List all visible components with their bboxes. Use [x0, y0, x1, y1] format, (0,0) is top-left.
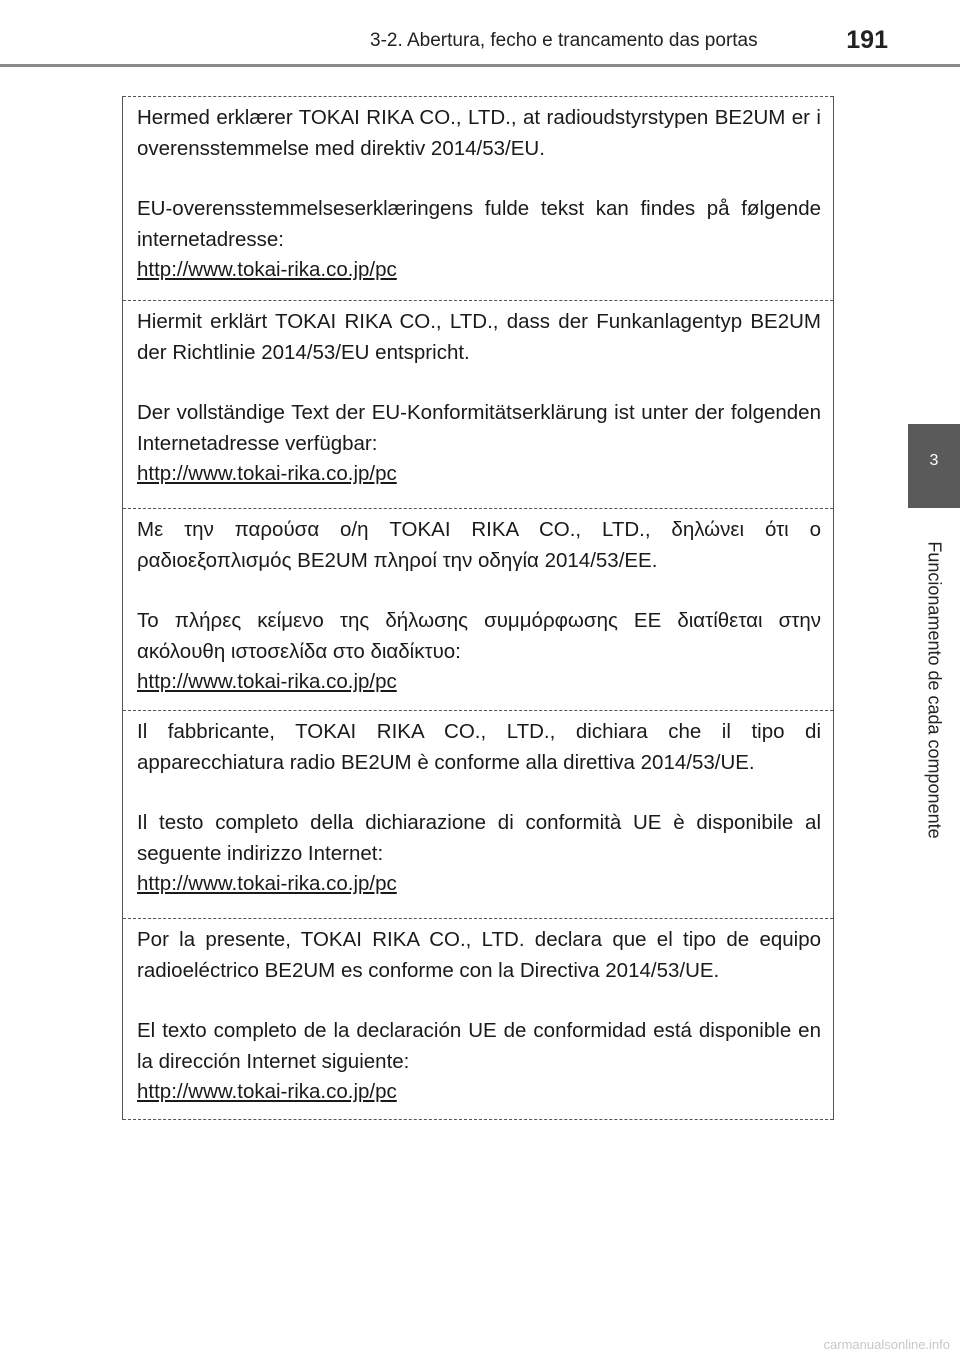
header-divider — [0, 64, 960, 67]
declaration-danish — [123, 96, 833, 300]
availability-text: Der vollständige Text der EU-Konformitätserklärung ist unter der folgenden Internetadresse verfügbar: — [137, 401, 821, 455]
declaration-url-link[interactable]: http://www.tokai-rika.co.jp/pc — [137, 670, 397, 693]
availability-text: EU-overensstemmelseserklæringens fulde tekst kan findes på følgende internetadresse: — [137, 197, 821, 251]
declaration-spanish — [123, 918, 833, 1120]
declaration-availability — [137, 194, 821, 286]
availability-text: El texto completo de la declaración UE de conformidad está disponible en la dirección Internet siguiente: — [137, 1019, 821, 1073]
declaration-url-link[interactable]: http://www.tokai-rika.co.jp/pc — [137, 258, 397, 281]
declaration-statement: Il fabbricante, TOKAI RIKA CO., LTD., dichiara che il tipo di apparecchiatura radio BE2UM è conforme alla direttiva 2014/53/UE. — [137, 720, 821, 774]
chapter-tab — [908, 424, 960, 508]
declaration-german — [123, 300, 833, 508]
declaration-availability — [137, 606, 821, 698]
availability-text: Il testo completo della dichiarazione di conformità UE è disponibile al seguente indirizzo Internet: — [137, 811, 821, 865]
declaration-availability — [137, 398, 821, 490]
page-number: 191 — [846, 26, 888, 54]
declaration-url-link[interactable]: http://www.tokai-rika.co.jp/pc — [137, 462, 397, 485]
section-title: 3-2. Abertura, fecho e trancamento das portas — [370, 30, 758, 51]
declaration-statement: Hiermit erklärt TOKAI RIKA CO., LTD., dass der Funkanlagentyp BE2UM der Richtlinie 2014/53/EU entspricht. — [137, 310, 821, 364]
chapter-label: Funcionamento de cada componente — [924, 541, 945, 839]
availability-text: Το πλήρες κείμενο της δήλωσης συμμόρφωσης ΕΕ διατίθεται στην ακόλουθη ιστοσελίδα στο διαδίκτυο: — [137, 609, 821, 663]
declaration-url-link[interactable]: http://www.tokai-rika.co.jp/pc — [137, 1080, 397, 1103]
chapter-number: 3 — [929, 452, 939, 469]
watermark: carmanualsonline.info — [823, 1337, 950, 1352]
declaration-italian — [123, 710, 833, 918]
declaration-statement: Hermed erklærer TOKAI RIKA CO., LTD., at radioudstyrstypen BE2UM er i overensstemmelse med direktiv 2014/53/EU. — [137, 106, 821, 160]
declaration-greek — [123, 508, 833, 710]
declaration-availability — [137, 808, 821, 900]
declaration-statement: Por la presente, TOKAI RIKA CO., LTD. declara que el tipo de equipo radioeléctrico BE2UM es conforme con la Directiva 2014/53/UE. — [137, 928, 821, 982]
declaration-url-link[interactable]: http://www.tokai-rika.co.jp/pc — [137, 872, 397, 895]
declaration-availability — [137, 1016, 821, 1108]
declaration-statement: Με την παρούσα ο/η TOKAI RIKA CO., LTD., δηλώνει ότι ο ραδιοεξοπλισμός BE2UM πληροί την οδηγία 2014/53/ΕΕ. — [137, 518, 821, 572]
declaration-box — [122, 96, 834, 1120]
